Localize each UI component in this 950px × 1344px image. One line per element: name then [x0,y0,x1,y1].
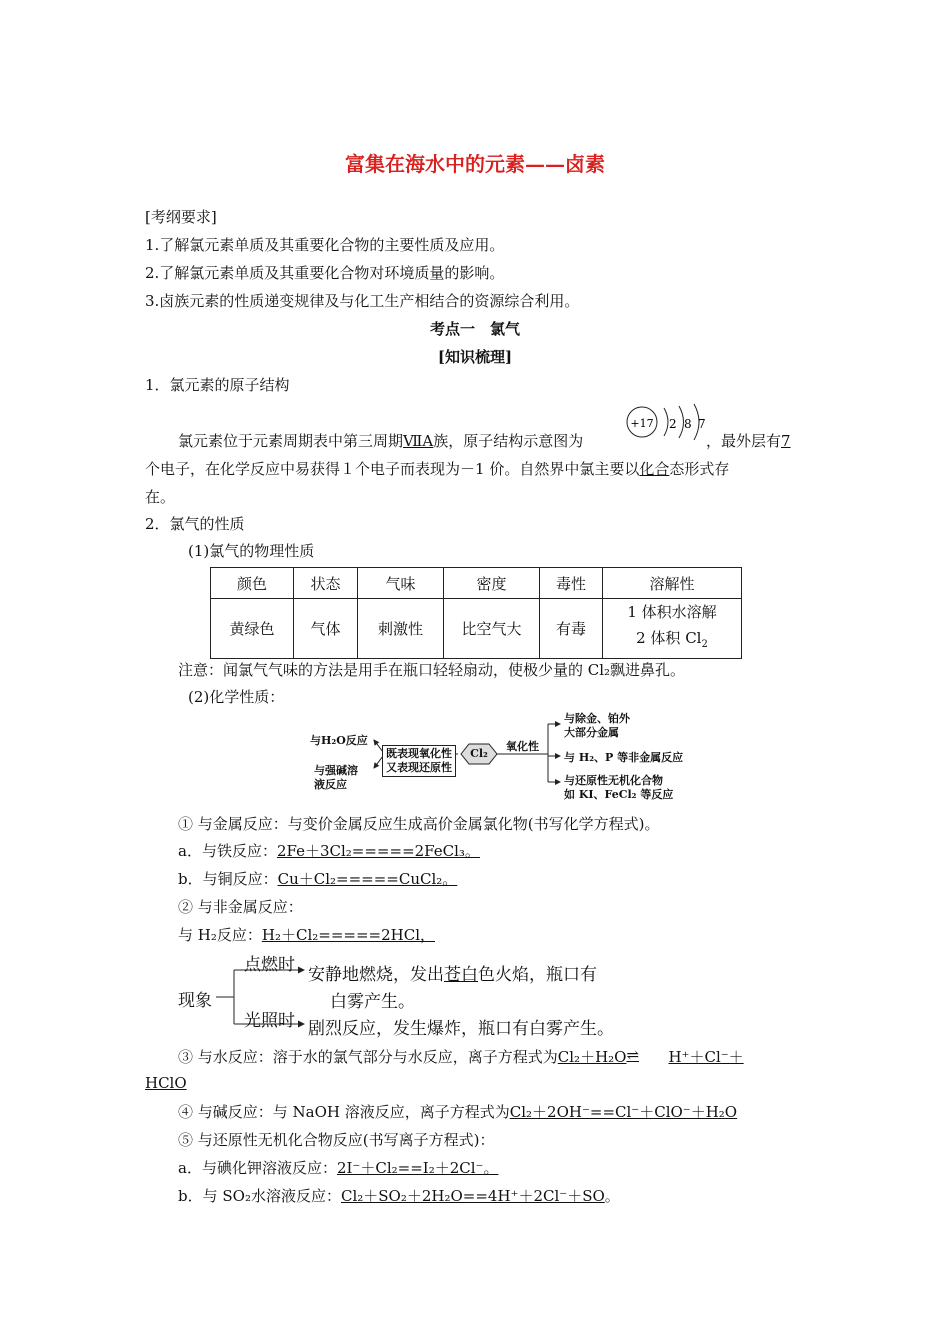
chemical-properties-diagram [308,712,700,804]
requirements-heading: [考纲要求] [145,208,217,226]
ignite-result: 安静地燃烧，发出苍白色火焰，瓶口有 [308,965,597,985]
group-answer: ⅦA [403,432,434,450]
requirement-item: 2.了解氯元素单质及其重要化合物对环境质量的影响。 [145,264,505,282]
chemical-heading: (2)化学性质： [188,688,285,706]
table-cell: 气体 [294,599,358,659]
atom-paragraph-tail: ，最外层有7 [706,432,791,450]
table-header: 溶解性 [603,568,742,599]
smell-note: 注意：闻氯气气味的方法是用手在瓶口轻轻扇动，使极少量的 Cl₂飘进鼻孔。 [178,661,686,679]
diagram-chlorine: Cl₂ [470,747,488,760]
nucleus-charge: +17 [630,417,654,430]
cu-reaction: b．与铜反应：Cu＋Cl₂=====CuCl₂。 [178,870,458,888]
physical-properties-table [210,567,742,659]
diagram-oxidizing-label: 氧化性 [506,740,539,753]
table-cell: 1 体积水溶解 2 体积 $Cl_2$ [603,599,742,659]
water-reaction-cont: HClO [145,1074,187,1092]
table-cell: 有毒 [540,599,603,659]
atom-heading: 1．氯元素的原子结构 [145,376,290,394]
atom-paragraph-line3: 在。 [145,488,176,506]
shell-electrons: 2 [669,417,677,431]
section-subtitle: [知识梳理] [437,348,513,366]
table-cell: 比空气大 [444,599,540,659]
phenomenon-label: 现象 [178,991,212,1011]
table-cell: 刺激性 [358,599,444,659]
table-header: 毒性 [540,568,603,599]
equilibrium-arrow: ⇌ [626,1046,640,1064]
shell-electrons: 8 [684,417,692,431]
requirement-item: 3.卤族元素的性质递变规律及与化工生产相结合的资源综合利用。 [145,292,580,310]
table-header: 密度 [444,568,540,599]
props-heading: 2．氯气的性质 [145,515,245,533]
base-reaction: ④ 与碱反应：与 NaOH 溶液反应，离子方程式为Cl₂＋2OH⁻==Cl⁻＋ClO⁻＋H₂O [178,1103,738,1121]
metal-reaction-text: ① 与金属反应：与变价金属反应生成高价金属氯化物(书写化学方程式)。 [178,815,660,833]
h2-reaction: 与 H₂反应：H₂＋Cl₂=====2HCl， [178,926,435,944]
diagram-nonmetal-reaction: 与 H₂、P 等非金属反应 [564,751,684,764]
atom-paragraph-line2: 个电子，在化学反应中易获得１个电子而表现为－1 价。自然界中氯主要以化合态形式存 [145,460,730,478]
nonmetal-reaction-text: ② 与非金属反应： [178,898,303,916]
light-label: 光照时 [244,1011,295,1031]
diagram-reducing-reaction: 与还原性无机化合物 如 KI、FeCl₂ 等反应 [564,774,674,801]
fe-reaction: a．与铁反应：2Fe＋3Cl₂=====2FeCl₃。 [178,842,480,860]
shell-electrons: 7 [698,417,706,431]
atom-paragraph-line1: 氯元素位于元素周期表中第三周期ⅦA族，原子结构示意图为 [178,432,584,450]
diagram-base-reaction: 与强碱溶 液反应 [314,764,358,791]
phenomenon-diagram [178,950,638,1039]
light-result: 剧烈反应，发生爆炸，瓶口有白雾产生。 [308,1019,614,1039]
water-reaction: ③ 与水反应：溶于水的氯气部分与水反应，离子方程式为Cl₂＋H₂O⇌ H⁺＋Cl⁻＋ [178,1046,744,1066]
atom-structure-diagram [624,402,706,446]
reducing-reaction-text: ⑤ 与还原性无机化合物反应(书写离子方程式)： [178,1131,495,1149]
table-cell: 黄绿色 [211,599,294,659]
table-header: 气味 [358,568,444,599]
requirement-item: 1.了解氯元素单质及其重要化合物的主要性质及应用。 [145,236,505,254]
table-header: 颜色 [211,568,294,599]
page-title: 富集在海水中的元素——卤素 [345,152,605,176]
ignite-label: 点燃时 [244,955,295,975]
form-answer: 化合 [639,460,670,478]
diagram-metal-reaction: 与除金、铂外 大部分金属 [564,712,630,739]
physical-heading: (1)氯气的物理性质 [188,542,315,560]
so2-reaction: b．与 SO₂水溶液反应：Cl₂＋SO₂＋2H₂O==4H⁺＋2Cl⁻＋SO。 [178,1187,620,1205]
table-header: 状态 [294,568,358,599]
outer-electrons-answer: 7 [781,432,791,450]
ki-reaction: a．与碘化钾溶液反应：2I⁻＋Cl₂==I₂＋2Cl⁻。 [178,1159,499,1177]
section-title: 考点一 氯气 [429,320,520,338]
diagram-dual-property-box: 既表现氧化性 又表现还原性 [382,745,456,777]
diagram-water-reaction: 与H₂O反应 [310,734,368,747]
ignite-result-cont: 白雾产生。 [330,992,415,1012]
